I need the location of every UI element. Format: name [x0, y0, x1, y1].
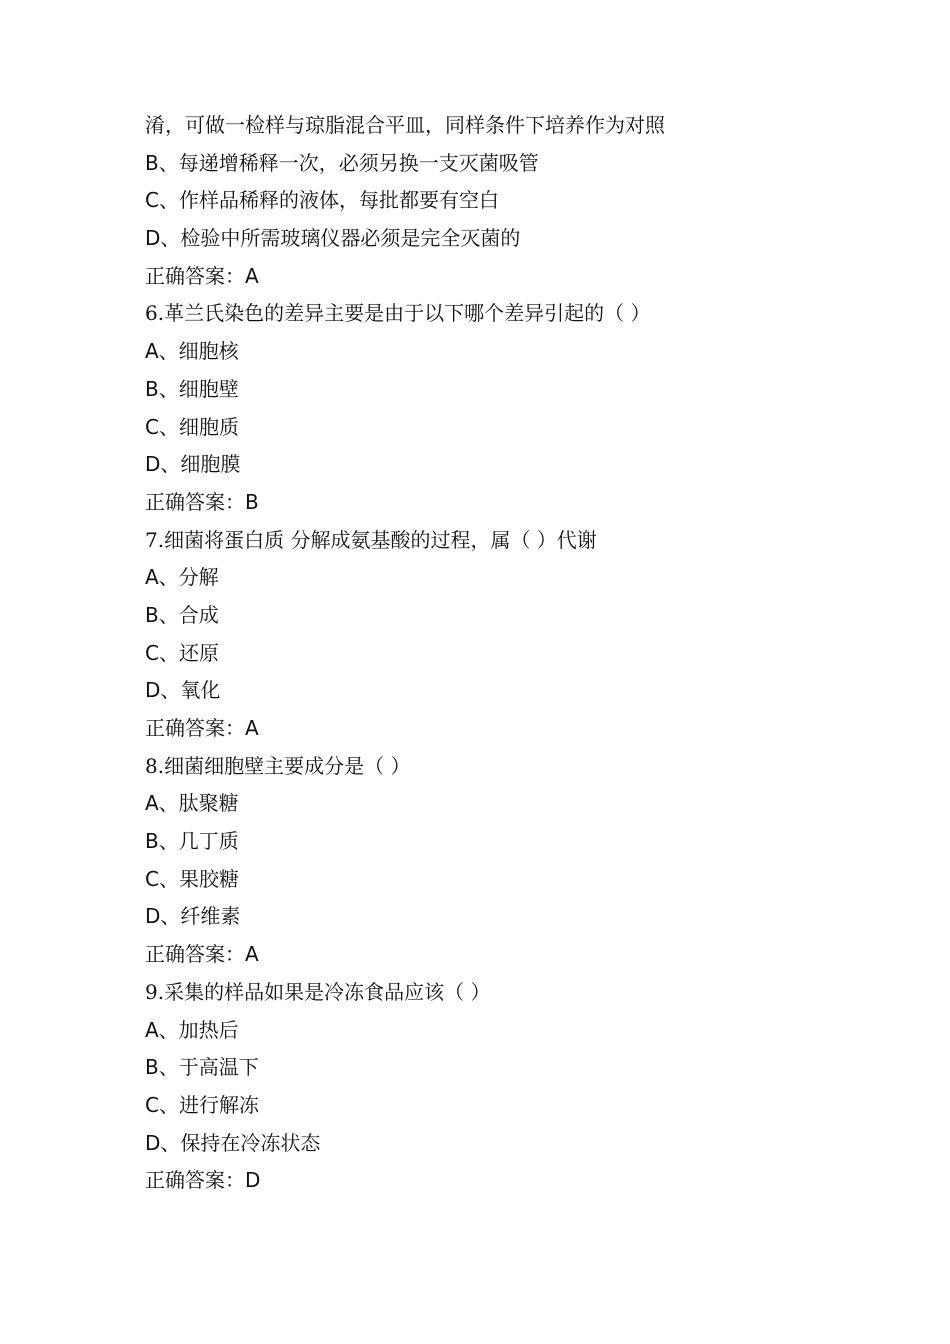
answer-line: 正确答案：A: [145, 263, 259, 288]
answer-line: 正确答案：D: [145, 1168, 261, 1193]
option-b: B、几丁质: [145, 829, 239, 854]
option-c: C、细胞质: [145, 414, 239, 439]
answer-line: 正确答案：A: [145, 716, 259, 740]
option-d: D、保持在冷冻状态: [145, 1130, 321, 1155]
question-7: 7.细菌将蛋白质 分解成氨基酸的过程，属（ ）代谢: [145, 527, 597, 552]
option-c: C、果胶糖: [145, 866, 239, 891]
document-body: [145, 107, 865, 1200]
option-b: B、于高温下: [145, 1055, 259, 1080]
question-8: 8.细菌细胞壁主要成分是（ ）: [145, 753, 411, 778]
option-a: A、肽聚糖: [145, 791, 239, 816]
option-a: A、加热后: [145, 1017, 239, 1042]
option-d: D、纤维素: [145, 904, 241, 929]
option-b: B、合成: [145, 602, 219, 627]
option-b: B、每递增稀释一次，必须另换一支灭菌吸管: [145, 150, 539, 175]
option-a: A、细胞核: [145, 339, 239, 364]
option-text-continuation: 淆，可做一检样与琼脂混合平皿，同样条件下培养作为对照: [145, 113, 665, 137]
option-d: D、细胞膜: [145, 452, 241, 477]
option-d: D、检验中所需玻璃仪器必须是完全灭菌的: [145, 226, 521, 251]
option-c: C、还原: [145, 640, 219, 665]
option-d: D、氧化: [145, 678, 221, 703]
option-b: B、细胞壁: [145, 376, 239, 401]
answer-line: 正确答案：B: [145, 489, 259, 514]
option-c: C、作样品稀释的液体，每批都要有空白: [145, 188, 499, 213]
question-6: 6.革兰氏染色的差异主要是由于以下哪个差异引起的（ ）: [145, 301, 651, 326]
option-a: A、分解: [145, 565, 219, 590]
answer-line: 正确答案：A: [145, 942, 259, 967]
option-c: C、进行解冻: [145, 1092, 259, 1117]
question-9: 9.采集的样品如果是冷冻食品应该（ ）: [145, 979, 491, 1004]
